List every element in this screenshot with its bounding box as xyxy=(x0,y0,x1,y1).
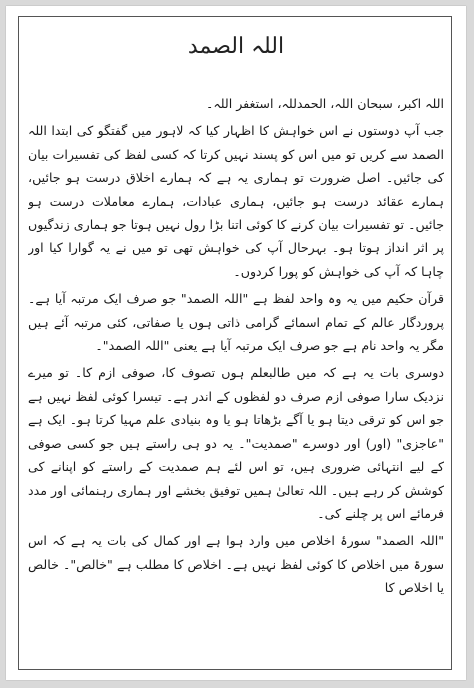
body-text xyxy=(28,92,444,666)
paragraph-2: جب آپ دوستوں نے اس خواہش کا اظہار کیا کہ لاہور میں گفتگو کی ابتدا اللہ الصمد سے کریں تو میں اس کو پسند نہیں کرتا کہ کسی لفظ کی تفسیرات بیان کی جائیں۔ اصل ضرورت تو ہماری یہ ہے کہ ہمارے اخلاق درست ہو جائیں، ہمارے عقائد درست ہو جائیں، ہماری عبادات، ہمارے معاملات درست ہو جائیں۔ تو تفسیرات بیان کرنے کا کوئی اتنا بڑا رول نہیں ہوتا جو ہماری زندگیوں پر اثر انداز ہوتا ہو۔ بہرحال آپ کی خواہش تھی تو میں نے یہ گوارا کیا اور چاہا کہ آپ کی خواہش کو پورا کردوں۔ xyxy=(28,123,444,279)
paragraph-3: قرآن حکیم میں یہ وہ واحد لفظ ہے "اللہ الصمد" جو صرف ایک مرتبہ آیا ہے۔ پروردگار عالم کے تمام اسمائے گرامی ذاتی ہوں یا صفاتی، کئی مرتبہ آئے ہیں مگر یہ واحد نام ہے جو صرف ایک مرتبہ آیا ہے یعنی "اللہ الصمد"۔ xyxy=(28,291,444,354)
paragraph-1: اللہ اکبر، سبحان اللہ، الحمدللہ، استغفر اللہ۔ xyxy=(205,96,444,111)
paragraph-5: "اللہ الصمد" سورۂ اخلاص میں وارد ہوا ہے اور کمال کی بات یہ ہے کہ اس سورۃ میں اخلاص کا کوئی لفظ نہیں ہے۔ اخلاص کا مطلب ہے "خالص"۔ خالص یا اخلاص کا xyxy=(28,533,444,596)
scanned-page xyxy=(6,6,466,680)
page-title: اللہ الصمد xyxy=(187,34,285,59)
paragraph-4: دوسری بات یہ ہے کہ میں طالبعلم ہوں تصوف کا، صوفی ازم کا۔ تو میرے نزدیک سارا صوفی ازم صرف دو لفظوں کے اندر ہے۔ تیسرا کوئی لفظ نہیں ہے جو اس کو ترقی دیتا ہو یا آگے بڑھاتا ہو یا وہ بنیادی علم مہیا کرتا ہو۔ ایک ہے "عاجزی" (اور) اور دوسرے "صمدیت"۔ یہ دو ہی راستے ہیں جو کسی صوفی کے لیے انتہائی ضروری ہیں، تو اس لئے ہم صمدیت کے راستے کو اپنانے کی کوشش کر رہے ہیں۔ اللہ تعالیٰ ہمیں توفیق بخشے اور ہماری رہنمائی اور مدد فرمائے اس پر چلنے کی۔ xyxy=(28,365,444,521)
